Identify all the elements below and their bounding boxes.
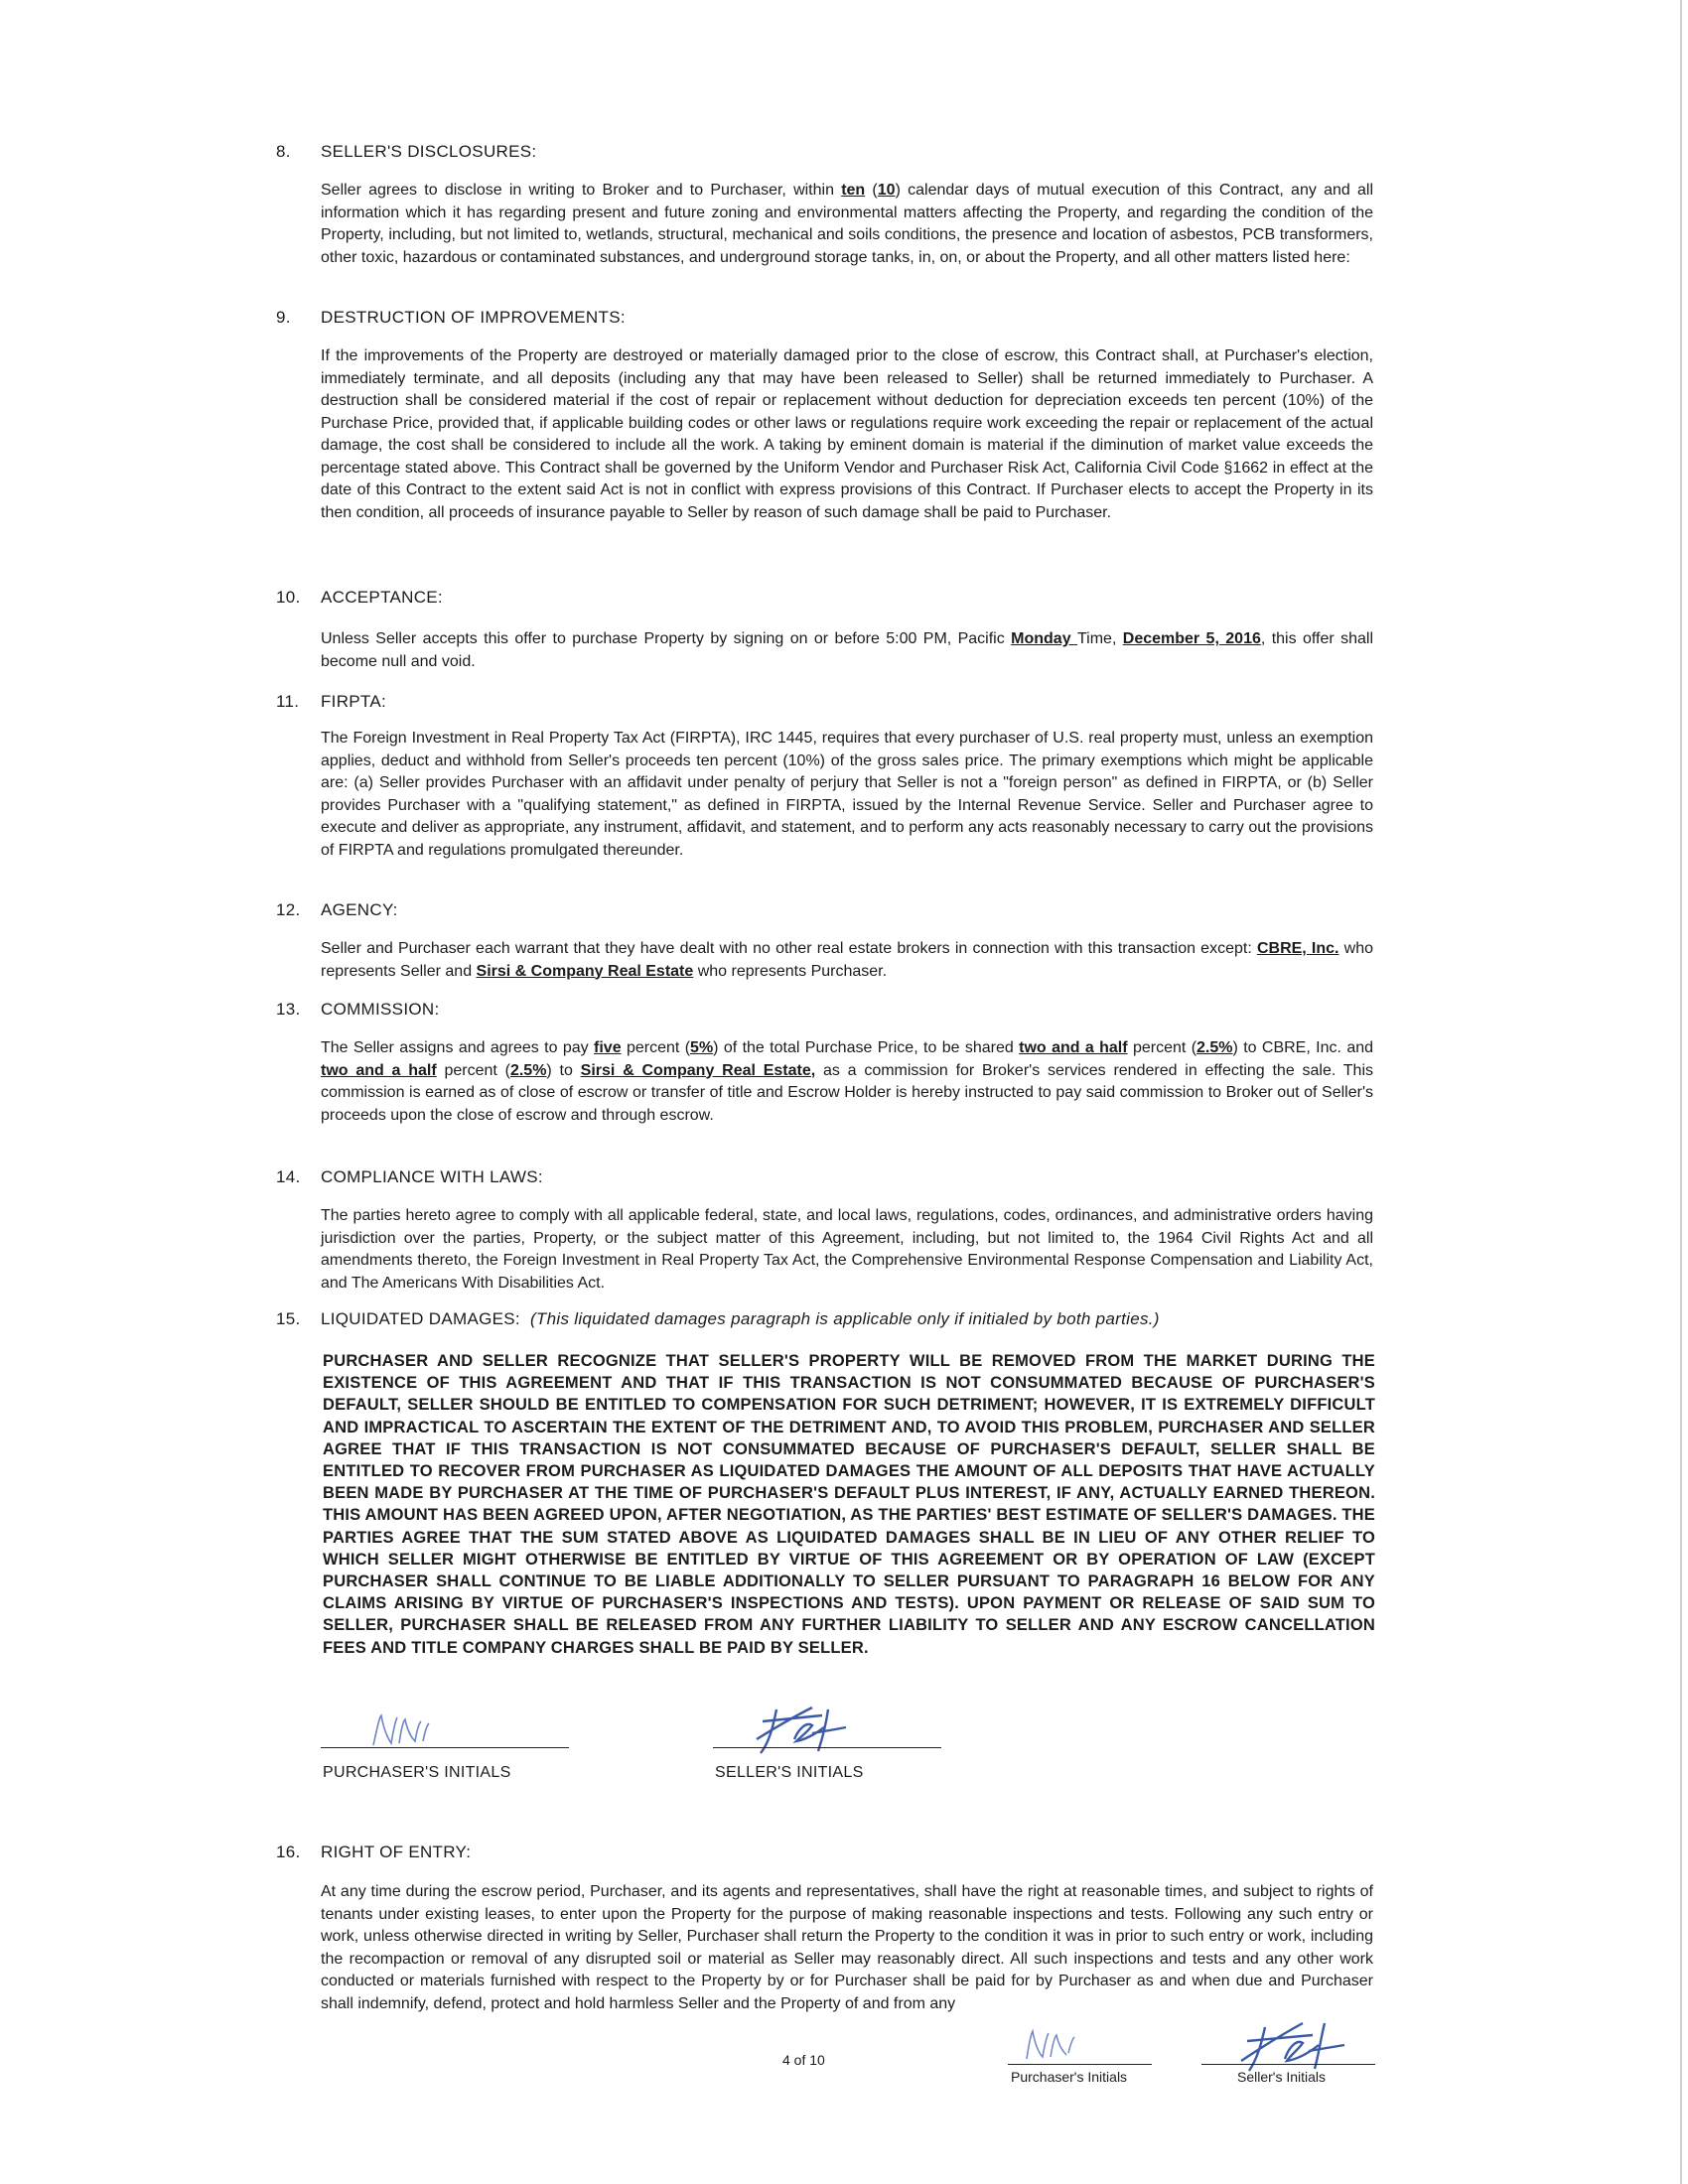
footer-seller-initials-label: Seller's Initials [1237, 2069, 1327, 2085]
section-11-text: The Foreign Investment in Real Property Tax Act (FIRPTA), IRC 1445, requires that every purchaser of U.S. real property must, unless an exemption applies, deduct and withhold from Seller's proceeds ten percent (10%) of the gross sales price. The primary exemptions which might be applicable are: (a) Seller provides Purchaser with an affidavit under penalty of perjury that Seller is not a "foreign person" as defined in FIRPTA, or (b) Seller provides Purchaser with a "qualifying statement," as defined in FIRPTA, issued by the Internal Revenue Service. Seller and Purchaser agree to execute and deliver as appropriate, any instrument, affidavit, and statement, and to perform any acts reasonably necessary to carry out the provisions of FIRPTA and regulations promulgated thereunder. [321, 730, 1373, 859]
section-13-text: The Seller assigns and agrees to pay five percent (5%) of the total Purchase Price, to be shared two and a half percent (2.5%) to CBRE, Inc. and two and a half percent (2.5%) to Sirsi & Company Real Estate, as a commission for Broker's services rendered in effecting the sale. This commission is earned as of close of escrow or transfer of title and Escrow Holder is hereby instructed to pay said commission to Broker out of Seller's proceeds upon the close of escrow and through escrow. [321, 1039, 1374, 1124]
seller-broker: CBRE, Inc. [1256, 940, 1339, 957]
section-15-note: (This liquidated damages paragraph is applicable only if initialed by both parties.) [529, 1309, 1160, 1328]
section-8-heading [276, 142, 536, 162]
section-10-text: Unless Seller accepts this offer to purchase Property by signing on or before 5:00 PM, Pacific Monday Time, December 5, 2016, this offer shall become null and void. [321, 630, 1374, 670]
acceptance-date: December 5, 2016 [1122, 630, 1261, 647]
section-11-heading: 11. FIRPTA: [276, 692, 387, 711]
section-9-heading: 9. DESTRUCTION OF IMPROVEMENTS: [276, 308, 626, 327]
page-number: 4 of 10 [782, 2052, 825, 2068]
footer-seller-initials-line [1201, 2064, 1375, 2065]
footer-purchaser-initials-line [1008, 2064, 1152, 2065]
section-13-heading: 13. COMMISSION: [276, 1000, 440, 1019]
seller-initials-label: SELLER'S INITIALS [715, 1764, 864, 1781]
section-10-heading: 10. ACCEPTANCE: [276, 588, 443, 607]
purchaser-broker: Sirsi & Company Real Estate [476, 962, 694, 980]
purchaser-handwritten-initials [367, 1707, 437, 1752]
section-15-text: PURCHASER AND SELLER RECOGNIZE THAT SELLER'S PROPERTY WILL BE REMOVED FROM THE MARKET DURING THE EXISTENCE OF THIS AGREEMENT AND THAT IF THIS TRANSACTION IS NOT CONSUMMATED BECAUSE OF PURCHASER'S DEFAULT, SELLER SHOULD BE ENTITLED TO COMPENSATION FOR SUCH DETRIMENT; HOWEVER, IT IS EXTREMELY DIFFICULT AND IMPRACTICAL TO ASCERTAIN THE EXTENT OF THE DETRIMENT AND, TO AVOID THIS PROBLEM, PURCHASER AND SELLER AGREE THAT IF THIS TRANSACTION IS NOT CONSUMMATED BECAUSE OF PURCHASER'S DEFAULT, SELLER SHALL BE ENTITLED TO RECOVER FROM PURCHASER AS LIQUIDATED DAMAGES THE AMOUNT OF ALL DEPOSITS THAT HAVE ACTUALLY BEEN MADE BY PURCHASER AT THE TIME OF PURCHASER'S DEFAULT PLUS INTEREST, IF ANY, ACTUALLY EARNED THEREON. THIS AMOUNT HAS BEEN AGREED UPON, AFTER NEGOTIATION, AS THE PARTIES' BEST ESTIMATE OF SELLER'S DAMAGES. THE PARTIES AGREE THAT THE SUM STATED ABOVE AS LIQUIDATED DAMAGES SHALL BE IN LIEU OF ANY OTHER RELIEF TO WHICH SELLER MIGHT OTHERWISE BE ENTITLED BY VIRTUE OF THIS AGREEMENT OR BY OPERATION OF LAW (EXCEPT PURCHASER SHALL CONTINUE TO BE LIABLE ADDITIONALLY TO SELLER PURSUANT TO PARAGRAPH 16 BELOW FOR ANY CLAIMS ARISING BY VIRTUE OF PURCHASER'S INSPECTIONS AND TESTS). UPON PAYMENT OR RELEASE OF SAID SUM TO SELLER, PURCHASER SHALL BE RELEASED FROM ANY FURTHER LIABILITY TO SELLER AND ANY ESCROW CANCELLATION FEES AND TITLE COMPANY CHARGES SHALL BE PAID BY SELLER. [323, 1352, 1375, 1657]
seller-initials-line [713, 1747, 941, 1748]
section-8-text: Seller agrees to disclose in writing to Broker and to Purchaser, within ten (10) calendar days of mutual execution of this Contract, any and all information which it has regarding present and future zoning and environmental matters affecting the Property, and regarding the condition of the Property, including, but not limited to, wetlands, structural, mechanical and soils conditions, the presence and location of asbestos, PCB transformers, other toxic, hazardous or contaminated substances, and underground storage tanks, in, on, or about the Property, and all other matters listed here: [321, 182, 1373, 266]
purchaser-initials-line [321, 1747, 569, 1748]
section-15-heading: 15. LIQUIDATED DAMAGES: (This liquidated damages paragraph is applicable only if initialed by both parties.) [276, 1309, 1160, 1328]
footer-purchaser-initials-label: Purchaser's Initials [1011, 2069, 1128, 2085]
section-title: SELLER'S DISCLOSURES: [321, 142, 537, 161]
section-9-text: If the improvements of the Property are destroyed or materially damaged prior to the close of escrow, this Contract shall, at Purchaser's election, immediately terminate, and all deposits (including any that may have been released to Seller) shall be returned immediately to Purchaser. A destruction shall be considered material if the cost of repair or replacement without deduction for depreciation exceeds ten percent (10%) of the Purchase Price, provided that, if applicable building codes or other laws or regulations require work exceeding the repair or replacement of the actual damage, the cost shall be considered to include all the work. A taking by eminent domain is material if the diminution of market value exceeds the percentage stated above. This Contract shall be governed by the Uniform Vendor and Purchaser Risk Act, California Civil Code §1662 in effect at the date of this Contract to the extent said Act is not in conflict with express provisions of this Contract. If Purchaser elects to accept the Property in its then condition, all proceeds of insurance payable to Seller by reason of such damage shall be paid to Purchaser. [321, 347, 1373, 521]
section-16-text: At any time during the escrow period, Purchaser, and its agents and representatives, shall have the right at reasonable times, and subject to rights of tenants under existing leases, to enter upon the Property for the purpose of making reasonable inspections and tests. Following any such entry or work, unless otherwise directed in writing by Seller, Purchaser shall return the Property to the condition it was in prior to such entry or work, including the recompaction or removal of any disrupted soil or material as Seller may reasonably direct. All such inspections and tests and any other work conducted or materials furnished with respect to the Property by or for Purchaser shall be paid for by Purchaser as and when due and Purchaser shall indemnify, defend, protect and hold harmless Seller and the Property of and from any [321, 1883, 1373, 2012]
days-number: 10 [877, 182, 896, 199]
section-14-text: The parties hereto agree to comply with all applicable federal, state, and local laws, regulations, codes, ordinances, and administrative orders having jurisdiction over the parties, Property, or the subject matter of this Agreement, including, but not limited to, the 1964 Civil Rights Act and all amendments thereto, the Foreign Investment in Real Property Tax Act, the Comprehensive Environmental Response Compensation and Liability Act, and The Americans With Disabilities Act. [321, 1207, 1373, 1292]
purchaser-initials-label: PURCHASER'S INITIALS [323, 1764, 511, 1781]
footer-seller-handwritten-initials [1229, 2015, 1358, 2075]
acceptance-day: Monday [1011, 630, 1077, 647]
section-16-heading: 16. RIGHT OF ENTRY: [276, 1843, 472, 1861]
seller-handwritten-initials [743, 1700, 872, 1759]
section-14-heading: 14. COMPLIANCE WITH LAWS: [276, 1167, 543, 1186]
section-12-text: Seller and Purchaser each warrant that they have dealt with no other real estate brokers in connection with this transaction except: CBRE, Inc. who represents Seller and Sirsi & Company Real Estate who represents Purchaser. [321, 940, 1374, 980]
footer-purchaser-handwritten-initials [1021, 2023, 1080, 2065]
section-number: 8. [276, 142, 291, 161]
days-word: ten [841, 182, 866, 199]
scan-edge [1680, 0, 1682, 2184]
section-12-heading: 12. AGENCY: [276, 900, 398, 919]
